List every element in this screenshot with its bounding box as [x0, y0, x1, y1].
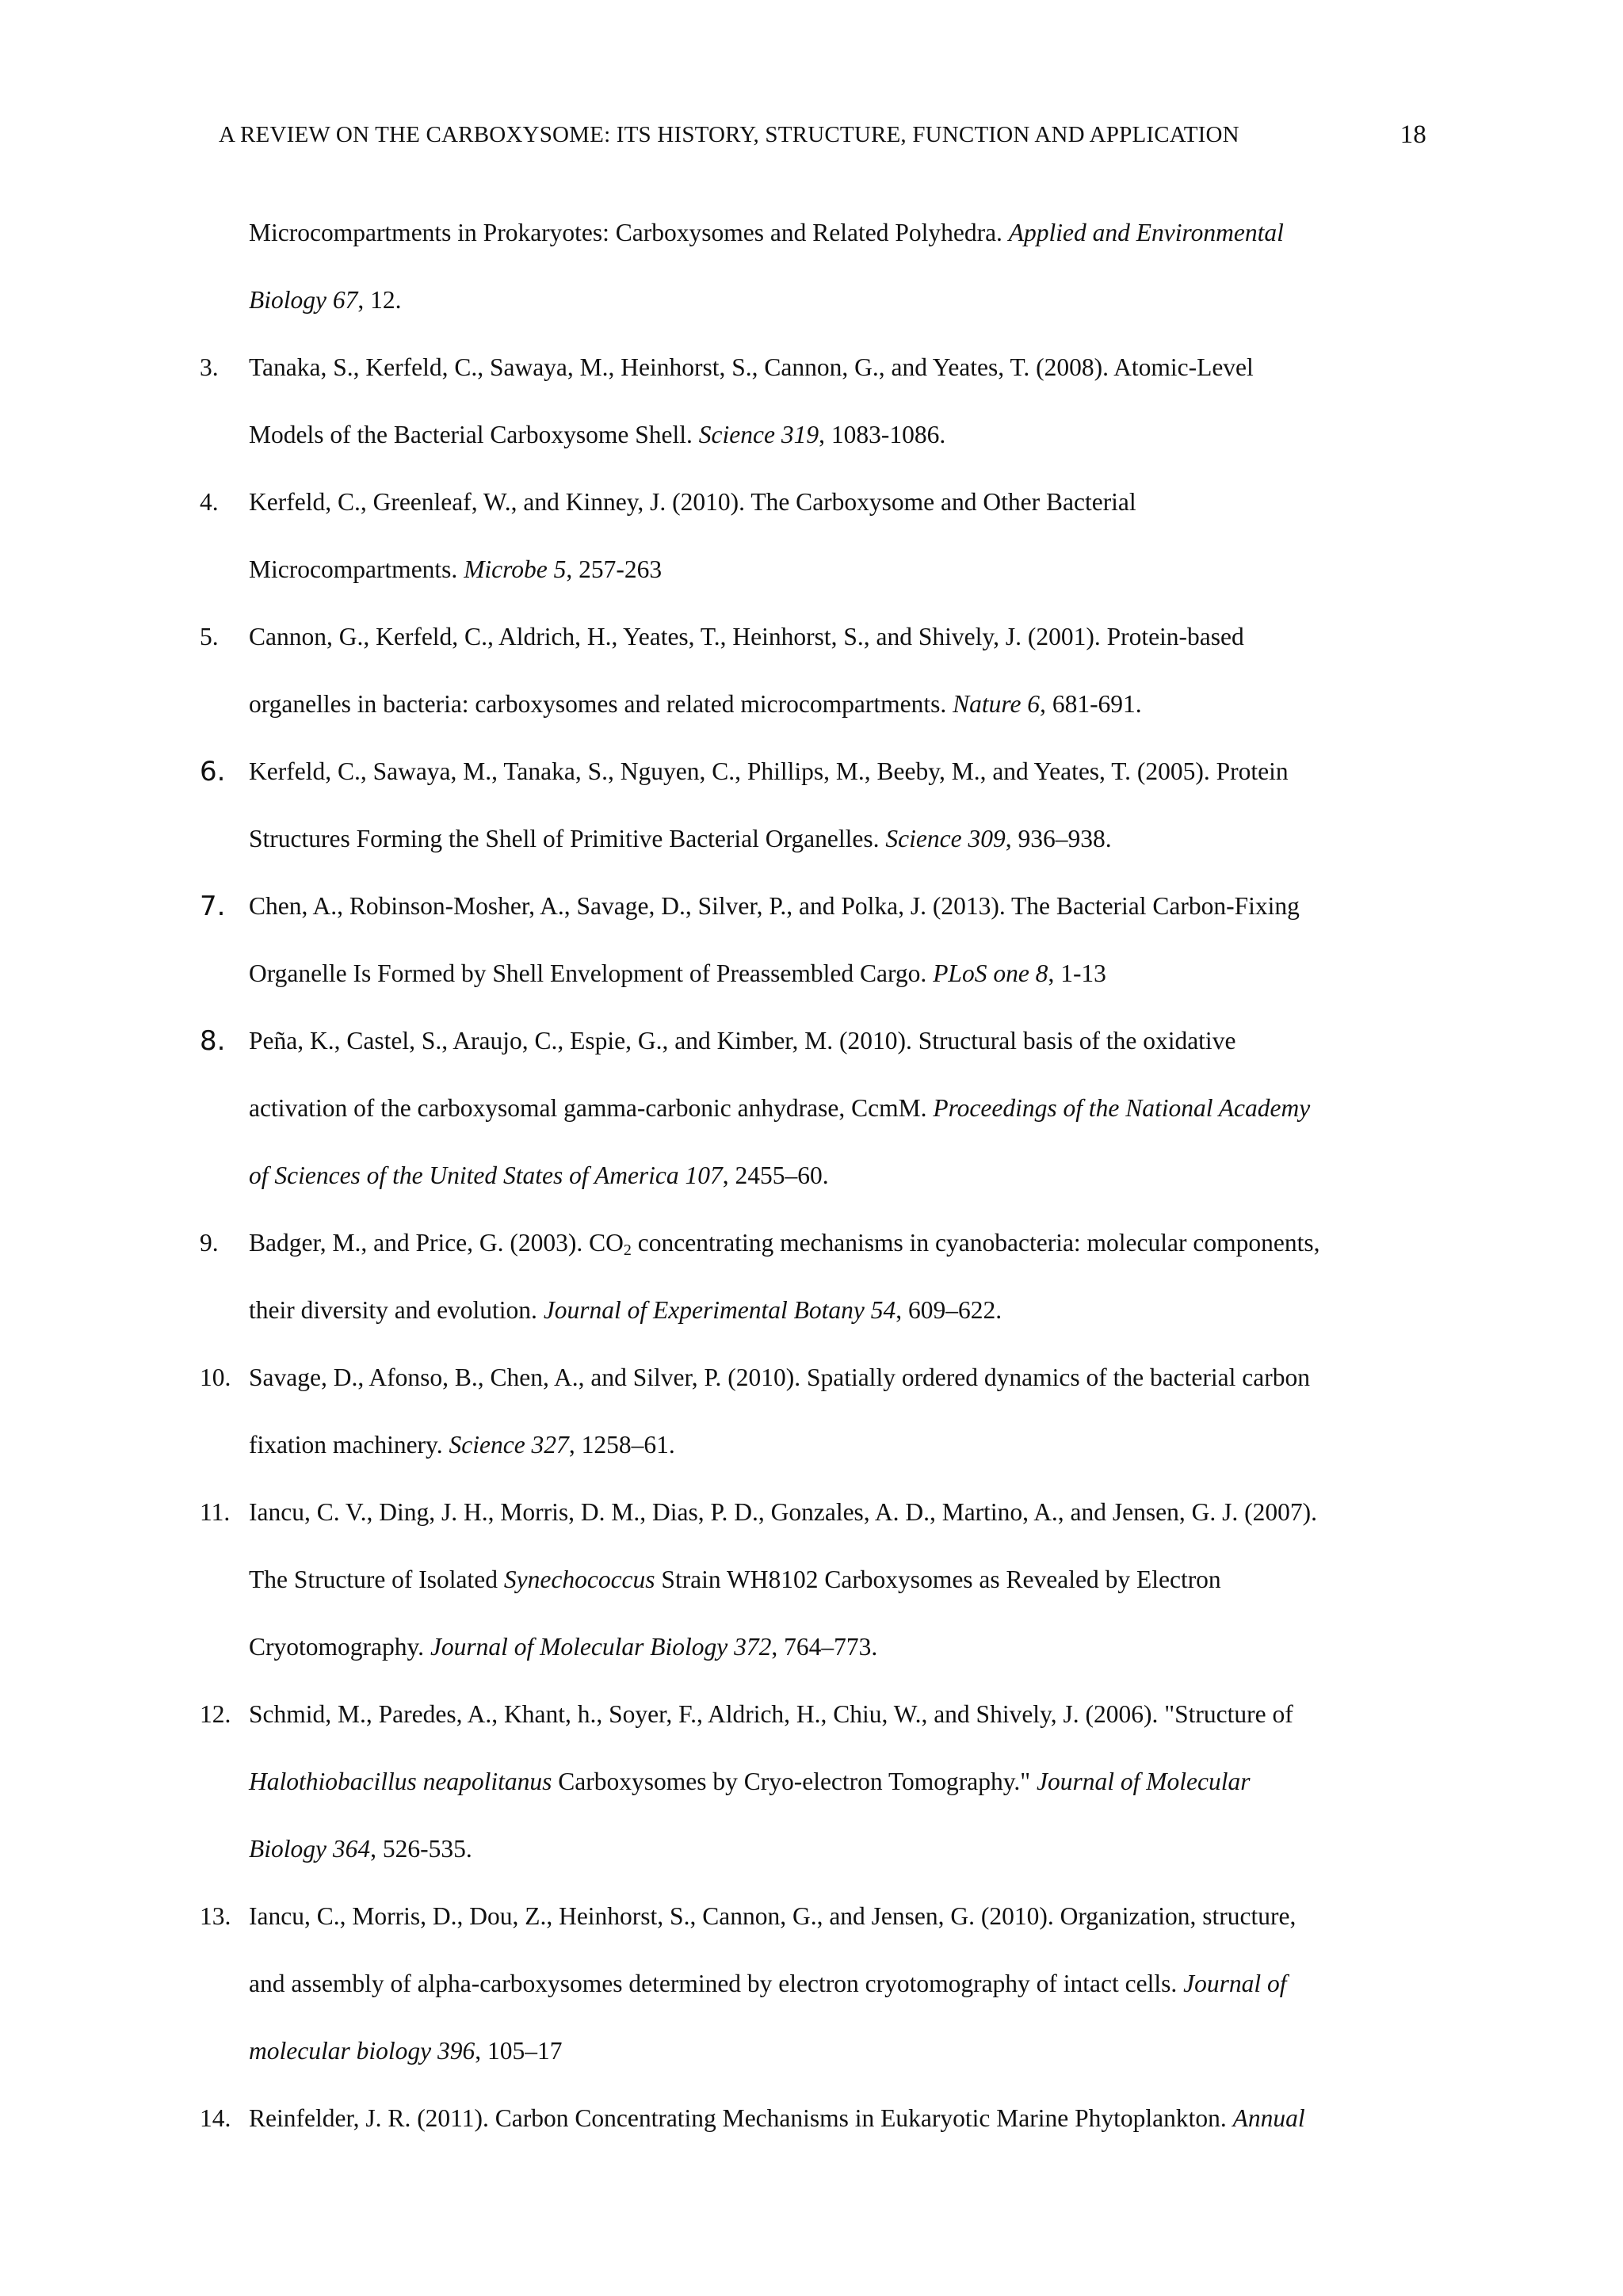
reference-text [249, 1689, 1293, 1740]
reference-line [200, 746, 1432, 814]
reference-entry [200, 1218, 1432, 1352]
reference-entry [200, 746, 1432, 881]
reference-text-run: Iancu, C., Morris, D., Dou, Z., Heinhorst, S., Cannon, G., and Jensen, G. (2010). Organization, structure, [249, 1902, 1296, 1930]
reference-text-run: Structures Forming the Shell of Primitive Bacterial Organelles. [249, 825, 886, 852]
reference-line [200, 1689, 1432, 1756]
reference-text [249, 948, 1106, 999]
reference-text [249, 410, 945, 460]
reference-text [249, 1016, 1235, 1066]
reference-line [200, 1218, 1432, 1285]
reference-italic-text: Microbe 5 [464, 555, 567, 583]
reference-text-run: organelles in bacteria: carboxysomes and related microcompartments. [249, 690, 953, 718]
reference-line [200, 1622, 1432, 1689]
reference-text-run: Reinfelder, J. R. (2011). Carbon Concentrating Mechanisms in Eukaryotic Marine Phytoplankton. [249, 2104, 1233, 2132]
reference-line [200, 1083, 1432, 1150]
reference-text-run: Kerfeld, C., Greenleaf, W., and Kinney, J. (2010). The Carboxysome and Other Bacterial [249, 488, 1136, 516]
subscript-text: 2 [623, 1241, 632, 1259]
reference-number: 11. [200, 1498, 231, 1526]
reference-text-run: Savage, D., Afonso, B., Chen, A., and Silver, P. (2010). Spatially ordered dynamics of the bacterial carbon [249, 1363, 1310, 1391]
reference-italic-text: of Sciences of the United States of America 107 [249, 1161, 723, 1189]
reference-text-run: Badger, M., and Price, G. (2003). CO [249, 1229, 624, 1257]
reference-text-run: Schmid, M., Paredes, A., Khant, h., Soyer, F., Aldrich, H., Chiu, W., and Shively, J. (2006). "Structure of [249, 1700, 1293, 1728]
reference-text-run: , 2455–60. [722, 1161, 829, 1189]
reference-line [200, 881, 1432, 948]
reference-line [200, 814, 1432, 881]
reference-text [249, 342, 1254, 393]
reference-line [200, 1487, 1432, 1554]
reference-entry [200, 477, 1432, 612]
reference-text [249, 275, 401, 326]
reference-text-run: Models of the Bacterial Carboxysome Shell. [249, 421, 699, 448]
reference-text-run: , 764–773. [771, 1633, 878, 1661]
reference-line [200, 1891, 1432, 1958]
reference-line [200, 1285, 1432, 1352]
reference-text-run: concentrating mechanisms in cyanobacteria: molecular components, [631, 1229, 1320, 1257]
reference-text-run: , 609–622. [896, 1296, 1002, 1324]
reference-text-run: Kerfeld, C., Sawaya, M., Tanaka, S., Nguyen, C., Phillips, M., Beeby, M., and Yeates, T. (2005). Protein [249, 757, 1289, 785]
reference-text-run: The Structure of Isolated [249, 1566, 504, 1593]
reference-italic-text: Proceedings of the National Academy [933, 1094, 1311, 1122]
reference-text [249, 544, 662, 595]
reference-text-run: Iancu, C. V., Ding, J. H., Morris, D. M., Dias, P. D., Gonzales, A. D., Martino, A., and Jensen, G. J. (2007). [249, 1498, 1318, 1526]
reference-entry [200, 342, 1432, 477]
reference-text-run: 681-691. [1045, 690, 1142, 718]
reference-italic-text: Journal of Molecular Biology 372 [430, 1633, 772, 1661]
reference-line [200, 208, 1432, 275]
reference-line [200, 2026, 1432, 2093]
reference-text-run: , 257-263 [566, 555, 663, 583]
reference-line [200, 1420, 1432, 1487]
reference-text [249, 1824, 472, 1875]
reference-text-run: Chen, A., Robinson-Mosher, A., Savage, D., Silver, P., and Polka, J. (2013). The Bacterial Carbon-Fixing [249, 892, 1300, 920]
reference-italic-text: Science 309 [885, 825, 1006, 852]
reference-text [249, 1756, 1251, 1807]
reference-line [200, 275, 1432, 342]
reference-text-run: , 1083-1086. [819, 421, 946, 448]
reference-line [200, 1756, 1432, 1824]
reference-text-run: and assembly of alpha-carboxysomes determined by electron cryotomography of intact cells. [249, 1970, 1184, 1997]
reference-number: 3. [200, 353, 219, 381]
reference-number: 7. [200, 891, 226, 922]
reference-text-run: their diversity and evolution. [249, 1296, 544, 1324]
reference-text-run: , 105–17 [475, 2037, 563, 2065]
reference-number: 4. [200, 488, 219, 516]
reference-line [200, 612, 1432, 679]
reference-entry [200, 612, 1432, 746]
reference-text [249, 881, 1300, 932]
reference-italic-text: Biology 67 [249, 286, 358, 314]
reference-text [249, 1285, 1002, 1336]
reference-text [249, 1150, 829, 1201]
reference-entry [200, 1016, 1432, 1218]
reference-text-run: Strain WH8102 Carboxysomes as Revealed by Electron [655, 1566, 1221, 1593]
reference-text-run: activation of the carboxysomal gamma-carbonic anhydrase, CcmM. [249, 1094, 934, 1122]
reference-entry [200, 2093, 1432, 2161]
reference-text [249, 1218, 1319, 1268]
page-number: 18 [1400, 120, 1426, 149]
reference-text-run: , 12. [357, 286, 402, 314]
reference-line [200, 477, 1432, 544]
reference-text-run: Carboxysomes by Cryo-electron Tomography." [552, 1768, 1037, 1795]
reference-italic-text: molecular biology 396 [249, 2037, 475, 2065]
reference-text-run: Cryotomography. [249, 1633, 430, 1661]
reference-line [200, 679, 1432, 746]
reference-text [249, 612, 1244, 662]
reference-italic-text: Science 327 [449, 1431, 569, 1459]
reference-italic-text: Annual [1232, 2104, 1305, 2132]
reference-text-run: Tanaka, S., Kerfeld, C., Sawaya, M., Heinhorst, S., Cannon, G., and Yeates, T. (2008). Atomic-Level [249, 353, 1254, 381]
reference-text-run: , 1-13 [1048, 959, 1106, 987]
reference-line [200, 1150, 1432, 1218]
reference-text [249, 477, 1136, 528]
reference-text-run: , 526-535. [370, 1835, 472, 1863]
reference-number: 9. [200, 1229, 219, 1257]
reference-text [249, 1622, 877, 1672]
reference-line [200, 948, 1432, 1016]
reference-number: 5. [200, 623, 219, 650]
reference-line [200, 1824, 1432, 1891]
reference-line [200, 410, 1432, 477]
reference-italic-text: Journal of [1183, 1970, 1287, 1997]
reference-number: 6. [200, 756, 226, 788]
reference-entry [200, 1689, 1432, 1891]
reference-line [200, 1352, 1432, 1420]
running-head [219, 119, 1426, 151]
reference-italic-text: Halothiobacillus neapolitanus [249, 1768, 552, 1795]
reference-italic-text: Science 319 [698, 421, 819, 448]
reference-italic-text: Journal of Molecular [1037, 1768, 1251, 1795]
reference-text [249, 1352, 1310, 1403]
reference-list [200, 208, 1432, 2161]
reference-text [249, 746, 1289, 797]
reference-text [249, 2093, 1305, 2144]
reference-text [249, 1554, 1221, 1605]
reference-number: 12. [200, 1700, 231, 1728]
reference-text-run: Peña, K., Castel, S., Araujo, C., Espie, G., and Kimber, M. (2010). Structural basis of the oxidative [249, 1027, 1236, 1055]
reference-line [200, 1554, 1432, 1622]
reference-number: 10. [200, 1363, 231, 1391]
reference-text-run: Microcompartments. [249, 555, 464, 583]
reference-line [200, 2093, 1432, 2161]
reference-entry [200, 1487, 1432, 1689]
reference-line [200, 1958, 1432, 2026]
reference-text [249, 1083, 1310, 1134]
reference-italic-text: Synechococcus [503, 1566, 655, 1593]
reference-text [249, 679, 1142, 730]
reference-text [249, 1958, 1287, 2009]
reference-text-run: , 1258–61. [568, 1431, 675, 1459]
reference-number: 8. [200, 1025, 226, 1057]
reference-line [200, 544, 1432, 612]
reference-entry [200, 1891, 1432, 2093]
reference-entry [200, 881, 1432, 1016]
reference-entry [200, 1352, 1432, 1487]
reference-text [249, 1420, 675, 1470]
reference-line [200, 1016, 1432, 1083]
reference-text-run: fixation machinery. [249, 1431, 449, 1459]
reference-italic-text: Journal of Experimental Botany 54 [543, 1296, 896, 1324]
reference-text-run: , 936–938. [1005, 825, 1112, 852]
reference-number: 13. [200, 1902, 231, 1930]
reference-text-run: Cannon, G., Kerfeld, C., Aldrich, H., Yeates, T., Heinhorst, S., and Shively, J. (2001). Protein-based [249, 623, 1244, 650]
reference-text [249, 1487, 1317, 1538]
reference-line [200, 342, 1432, 410]
reference-text [249, 1891, 1296, 1942]
reference-text-run: Microcompartments in Prokaryotes: Carboxysomes and Related Polyhedra. [249, 219, 1009, 246]
reference-italic-text: PLoS one 8 [933, 959, 1048, 987]
reference-entry [200, 208, 1432, 342]
reference-number: 14. [200, 2104, 231, 2132]
reference-text [249, 2026, 562, 2077]
reference-text [249, 208, 1284, 258]
reference-text-run: Organelle Is Formed by Shell Envelopment of Preassembled Cargo. [249, 959, 934, 987]
running-title: A REVIEW ON THE CARBOXYSOME: ITS HISTORY, STRUCTURE, FUNCTION AND APPLICATION [219, 122, 1239, 147]
reference-italic-text: Applied and Environmental [1008, 219, 1284, 246]
reference-text [249, 814, 1112, 864]
reference-italic-text: Nature 6, [953, 690, 1046, 718]
reference-italic-text: Biology 364 [249, 1835, 371, 1863]
